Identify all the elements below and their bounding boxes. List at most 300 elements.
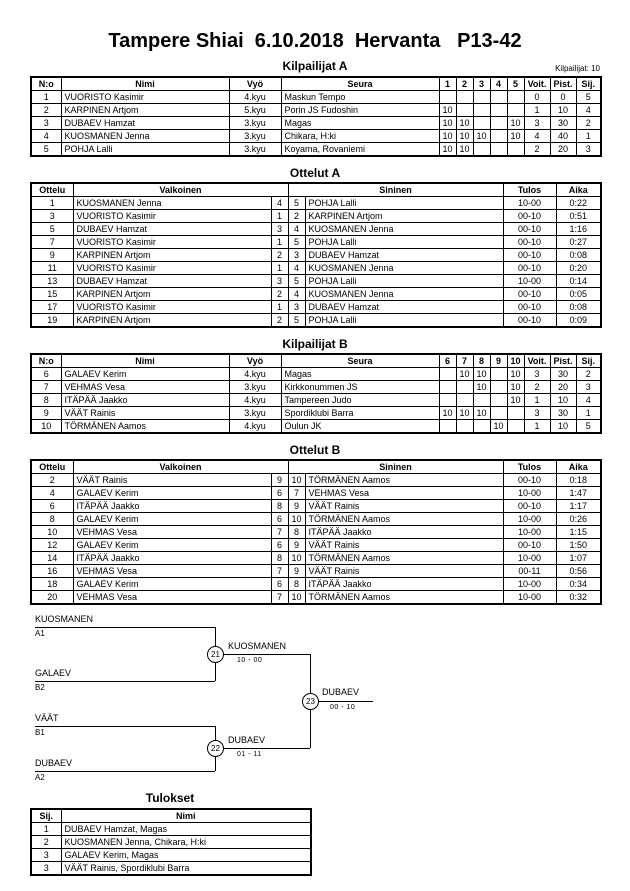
cell: VÄÄT Rainis, Spordiklubi Barra xyxy=(61,862,311,876)
cell: VÄÄT Rainis xyxy=(305,565,503,578)
table-row xyxy=(31,565,601,578)
cell: 0:56 xyxy=(556,565,601,578)
tulokset-section xyxy=(30,791,310,876)
cell: ITÄPÄÄ Jaakko xyxy=(305,526,503,539)
cell: 9 xyxy=(31,249,73,262)
cell: 1 xyxy=(271,301,288,314)
cell xyxy=(439,368,456,381)
column-header: 7 xyxy=(456,354,473,368)
cell: 0:26 xyxy=(556,513,601,526)
cell: 10 xyxy=(456,407,473,420)
cell: TÖRMÄNEN Aamos xyxy=(305,552,503,565)
cell: DUBAEV Hamzat xyxy=(61,117,229,130)
cell: KARPINEN Artjom xyxy=(61,104,229,117)
header-row xyxy=(31,809,311,823)
cell: 40 xyxy=(550,130,576,143)
cell: 10 xyxy=(439,104,456,117)
cell: 5 xyxy=(576,420,601,434)
cell: 20 xyxy=(550,143,576,157)
cell: 5 xyxy=(31,143,61,157)
table-row xyxy=(31,578,601,591)
cell: 0 xyxy=(550,91,576,104)
kilpailijat-a-table xyxy=(30,76,602,157)
bracket-line xyxy=(35,771,215,772)
cell: 10 xyxy=(473,381,490,394)
cell: 5 xyxy=(576,91,601,104)
cell xyxy=(490,394,507,407)
cell: 9 xyxy=(288,565,305,578)
match-23-circle: 23 xyxy=(302,693,319,710)
cell: ITÄPÄÄ Jaakko xyxy=(73,500,271,513)
cell: GALAEV Kerim xyxy=(73,513,271,526)
column-header: Tulos xyxy=(503,460,556,474)
cell: VÄÄT Rainis xyxy=(305,500,503,513)
cell: DUBAEV Hamzat xyxy=(305,301,503,314)
cell: KARPINEN Artjom xyxy=(305,210,503,223)
table-row xyxy=(31,262,601,275)
cell: 00-10 xyxy=(503,301,556,314)
cell: 19 xyxy=(31,314,73,328)
cell: 4.kyu xyxy=(229,91,281,104)
cell: 20 xyxy=(550,381,576,394)
cell: 1 xyxy=(524,420,550,434)
table-row xyxy=(31,314,601,328)
cell: 6 xyxy=(31,500,73,513)
cell: 00-10 xyxy=(503,210,556,223)
table-row xyxy=(31,552,601,565)
cell: 4.kyu xyxy=(229,420,281,434)
cell: 8 xyxy=(288,578,305,591)
cell: 00-10 xyxy=(503,262,556,275)
cell: TÖRMÄNEN Aamos xyxy=(305,513,503,526)
cell: 1 xyxy=(576,407,601,420)
cell: VEHMAS Vesa xyxy=(305,487,503,500)
column-header: 2 xyxy=(456,77,473,91)
cell xyxy=(473,394,490,407)
table-row xyxy=(31,197,601,210)
cell xyxy=(507,104,524,117)
cell: VÄÄT Rainis xyxy=(305,539,503,552)
table-row xyxy=(31,236,601,249)
cell: 4.kyu xyxy=(229,394,281,407)
section-heading-ottelut-b: Ottelut B xyxy=(289,443,341,457)
table-row xyxy=(31,210,601,223)
cell: 1 xyxy=(271,210,288,223)
cell xyxy=(439,381,456,394)
cell xyxy=(439,394,456,407)
cell: KARPINEN Artjom xyxy=(73,249,271,262)
cell: 3.kyu xyxy=(229,381,281,394)
table-row xyxy=(31,288,601,301)
cell: Tampereen Judo xyxy=(281,394,439,407)
cell: GALAEV Kerim xyxy=(73,487,271,500)
table-row xyxy=(31,500,601,513)
cell: GALAEV Kerim xyxy=(73,539,271,552)
cell: 20 xyxy=(31,591,73,605)
kilpailijat-a-heading-row xyxy=(30,59,600,74)
column-header: Sininen xyxy=(288,183,503,197)
cell: 8 xyxy=(31,513,73,526)
page-title: Tampere Shiai 6.10.2018 Hervanta P13-42 xyxy=(108,30,522,52)
cell: VÄÄT Rainis xyxy=(73,474,271,487)
column-header: 8 xyxy=(473,354,490,368)
cell: VUORISTO Kasimir xyxy=(61,91,229,104)
cell: 9 xyxy=(31,407,61,420)
cell: 10 xyxy=(456,130,473,143)
cell: 1 xyxy=(524,394,550,407)
cell: 1 xyxy=(31,91,61,104)
cell: KUOSMANEN Jenna xyxy=(305,223,503,236)
column-header: Seura xyxy=(281,77,439,91)
table-row xyxy=(31,513,601,526)
cell xyxy=(507,407,524,420)
cell: 4 xyxy=(288,223,305,236)
bracket-line xyxy=(310,701,373,702)
cell: 10 xyxy=(507,130,524,143)
cell: 10 xyxy=(439,117,456,130)
cell: POHJA Lalli xyxy=(305,314,503,328)
cell: 1:16 xyxy=(556,223,601,236)
cell: VUORISTO Kasimir xyxy=(73,236,271,249)
table-row xyxy=(31,591,601,605)
cell: 1:07 xyxy=(556,552,601,565)
column-header: Valkoinen xyxy=(73,460,288,474)
cell: TÖRMÄNEN Aamos xyxy=(305,591,503,605)
match-23-score: 00 - 10 xyxy=(330,704,356,711)
cell: POHJA Lalli xyxy=(305,275,503,288)
cell: 10 xyxy=(456,117,473,130)
bracket-line xyxy=(35,726,215,727)
cell: 00-10 xyxy=(503,500,556,513)
cell: 0:51 xyxy=(556,210,601,223)
cell: 10 xyxy=(439,130,456,143)
cell: POHJA Lalli xyxy=(305,197,503,210)
cell: 0:14 xyxy=(556,275,601,288)
cell: 5 xyxy=(288,314,305,328)
cell: 00-10 xyxy=(503,223,556,236)
column-header: Sij. xyxy=(576,77,601,91)
cell: 9 xyxy=(288,500,305,513)
column-header: Sininen xyxy=(288,460,503,474)
bracket-slot-name: GALAEV xyxy=(35,668,72,678)
cell: 0:08 xyxy=(556,301,601,314)
cell: DUBAEV Hamzat xyxy=(305,249,503,262)
cell: 10 xyxy=(288,552,305,565)
cell: Chikara, H:ki xyxy=(281,130,439,143)
cell: 18 xyxy=(31,578,73,591)
match-22-score: 01 - 11 xyxy=(237,751,262,758)
cell: 0:22 xyxy=(556,197,601,210)
cell: 17 xyxy=(31,301,73,314)
cell: VUORISTO Kasimir xyxy=(73,210,271,223)
column-header: 4 xyxy=(490,77,507,91)
match-23-winner: DUBAEV xyxy=(322,687,360,697)
cell: VEHMAS Vesa xyxy=(73,526,271,539)
kilpailijat-b-table xyxy=(30,353,602,434)
cell: 0:20 xyxy=(556,262,601,275)
ottelut-a-table xyxy=(30,182,602,328)
cell: 3 xyxy=(288,249,305,262)
cell: Porin JS Fudoshin xyxy=(281,104,439,117)
table-row xyxy=(31,487,601,500)
column-header: 6 xyxy=(439,354,456,368)
header-row xyxy=(31,183,601,197)
cell: 4 xyxy=(524,130,550,143)
cell: 00-10 xyxy=(503,249,556,262)
cell: 2 xyxy=(31,474,73,487)
cell: 5 xyxy=(288,197,305,210)
cell: 4 xyxy=(31,130,61,143)
cell: 00-10 xyxy=(503,539,556,552)
cell: VEHMAS Vesa xyxy=(73,565,271,578)
bracket-seed: A1 xyxy=(35,629,45,638)
table-row xyxy=(31,849,311,862)
bracket-seed: B2 xyxy=(35,683,45,692)
cell: 2 xyxy=(524,143,550,157)
cell: 0:18 xyxy=(556,474,601,487)
cell: 5 xyxy=(288,275,305,288)
column-header: Pist. xyxy=(550,354,576,368)
table-row xyxy=(31,130,601,143)
cell: 1 xyxy=(31,197,73,210)
cell: KUOSMANEN Jenna, Chikara, H:ki xyxy=(61,836,311,849)
cell: 8 xyxy=(288,526,305,539)
cell: 10 xyxy=(31,526,73,539)
cell: 10 xyxy=(550,420,576,434)
cell: 3 xyxy=(271,223,288,236)
cell: 14 xyxy=(31,552,73,565)
cell xyxy=(473,143,490,157)
cell: 2 xyxy=(271,288,288,301)
column-header: Aika xyxy=(556,460,601,474)
cell: 10 xyxy=(490,420,507,434)
table-row xyxy=(31,104,601,117)
cell xyxy=(456,394,473,407)
table-row xyxy=(31,420,601,434)
cell: 6 xyxy=(31,368,61,381)
cell: 2 xyxy=(31,836,61,849)
cell: 6 xyxy=(271,513,288,526)
cell: 16 xyxy=(31,565,73,578)
cell xyxy=(473,104,490,117)
cell: 1 xyxy=(31,823,61,836)
cell xyxy=(490,104,507,117)
column-header: 10 xyxy=(507,354,524,368)
cell: 8 xyxy=(31,394,61,407)
cell: 3 xyxy=(31,210,73,223)
cell: 00-11 xyxy=(503,565,556,578)
cell xyxy=(473,420,490,434)
cell: 3 xyxy=(31,849,61,862)
cell xyxy=(456,381,473,394)
cell: 3.kyu xyxy=(229,143,281,157)
cell: 10 xyxy=(550,104,576,117)
cell: 10 xyxy=(507,394,524,407)
finals-bracket xyxy=(30,613,600,789)
cell: 3 xyxy=(31,862,61,876)
cell: 10 xyxy=(439,143,456,157)
column-header: N:o xyxy=(31,354,61,368)
cell: 7 xyxy=(31,236,73,249)
cell: 10-00 xyxy=(503,487,556,500)
cell xyxy=(490,117,507,130)
cell xyxy=(490,143,507,157)
ottelut-b-table xyxy=(30,459,602,605)
cell: 10 xyxy=(507,381,524,394)
cell: TÖRMÄNEN Aamos xyxy=(305,474,503,487)
cell: 2 xyxy=(288,210,305,223)
match-21-winner: KUOSMANEN xyxy=(228,641,287,651)
table-row xyxy=(31,862,311,876)
competitors-count: Kilpailijat: 10 xyxy=(555,64,600,73)
cell xyxy=(439,420,456,434)
bracket-seed: A2 xyxy=(35,773,45,782)
cell: 7 xyxy=(31,381,61,394)
cell xyxy=(439,91,456,104)
match-22-winner: DUBAEV xyxy=(228,735,266,745)
header-row xyxy=(31,460,601,474)
cell: 0:32 xyxy=(556,591,601,605)
cell: KARPINEN Artjom xyxy=(73,288,271,301)
bracket-slot-name: VÄÄT xyxy=(35,713,59,723)
match-21-score: 10 - 00 xyxy=(237,657,263,664)
cell: 00-10 xyxy=(503,288,556,301)
cell: POHJA Lalli xyxy=(305,236,503,249)
table-row xyxy=(31,301,601,314)
cell: KUOSMANEN Jenna xyxy=(73,197,271,210)
cell: 10 xyxy=(288,474,305,487)
cell: 10 xyxy=(473,130,490,143)
cell: ITÄPÄÄ Jaakko xyxy=(73,552,271,565)
cell: 10 xyxy=(288,591,305,605)
cell: 7 xyxy=(271,565,288,578)
cell: 10 xyxy=(456,368,473,381)
cell: 13 xyxy=(31,275,73,288)
cell xyxy=(456,91,473,104)
cell: 8 xyxy=(271,500,288,513)
cell: 4 xyxy=(576,104,601,117)
bracket-seed: B1 xyxy=(35,728,45,737)
cell: 5 xyxy=(288,236,305,249)
cell: 10 xyxy=(473,368,490,381)
cell: 3 xyxy=(288,301,305,314)
cell: 30 xyxy=(550,407,576,420)
cell: 0:27 xyxy=(556,236,601,249)
column-header: Pist. xyxy=(550,77,576,91)
match-22-circle: 22 xyxy=(207,740,224,757)
cell: 6 xyxy=(271,487,288,500)
cell: Spordiklubi Barra xyxy=(281,407,439,420)
cell: VUORISTO Kasimir xyxy=(73,301,271,314)
cell: 2 xyxy=(576,117,601,130)
cell: 2 xyxy=(271,249,288,262)
tulokset-table xyxy=(30,808,312,876)
column-header: 3 xyxy=(473,77,490,91)
cell: 0:34 xyxy=(556,578,601,591)
column-header: 9 xyxy=(490,354,507,368)
table-row xyxy=(31,117,601,130)
table-row xyxy=(31,394,601,407)
table-row xyxy=(31,407,601,420)
match-21-circle: 21 xyxy=(207,646,224,663)
cell: VEHMAS Vesa xyxy=(73,591,271,605)
cell: 3 xyxy=(524,117,550,130)
cell: ITÄPÄÄ Jaakko xyxy=(305,578,503,591)
header-row xyxy=(31,354,601,368)
section-heading-kilpailijat-b: Kilpailijat B xyxy=(282,337,348,351)
header-row xyxy=(31,77,601,91)
cell: 10 xyxy=(288,513,305,526)
cell: 3.kyu xyxy=(229,407,281,420)
column-header: Seura xyxy=(281,354,439,368)
cell: Oulun JK xyxy=(281,420,439,434)
cell xyxy=(507,420,524,434)
cell: 2 xyxy=(576,368,601,381)
cell: 30 xyxy=(550,117,576,130)
cell: 30 xyxy=(550,368,576,381)
cell: VÄÄT Rainis xyxy=(61,407,229,420)
cell: 10-00 xyxy=(503,275,556,288)
cell: 00-10 xyxy=(503,314,556,328)
cell: 10 xyxy=(473,407,490,420)
column-header: 1 xyxy=(439,77,456,91)
cell: GALAEV Kerim, Magas xyxy=(61,849,311,862)
cell: 10-00 xyxy=(503,513,556,526)
cell: DUBAEV Hamzat xyxy=(73,275,271,288)
cell: 5 xyxy=(31,223,73,236)
bracket-slot-name: KUOSMANEN xyxy=(35,614,94,624)
cell: 1 xyxy=(524,104,550,117)
cell: 3 xyxy=(31,117,61,130)
table-row xyxy=(31,836,311,849)
column-header: Tulos xyxy=(503,183,556,197)
cell: KUOSMANEN Jenna xyxy=(305,262,503,275)
bracket-line xyxy=(215,748,310,749)
table-row xyxy=(31,381,601,394)
cell: 3.kyu xyxy=(229,117,281,130)
table-row xyxy=(31,143,601,157)
table-row xyxy=(31,539,601,552)
cell xyxy=(456,420,473,434)
cell: 0:08 xyxy=(556,249,601,262)
cell xyxy=(490,130,507,143)
cell xyxy=(473,117,490,130)
cell: 0:09 xyxy=(556,314,601,328)
cell: DUBAEV Hamzat, Magas xyxy=(61,823,311,836)
cell: 8 xyxy=(271,552,288,565)
cell: 2 xyxy=(271,314,288,328)
table-row xyxy=(31,223,601,236)
cell xyxy=(473,91,490,104)
cell: 7 xyxy=(288,487,305,500)
cell: 5.kyu xyxy=(229,104,281,117)
column-header: Nimi xyxy=(61,354,229,368)
column-header: N:o xyxy=(31,77,61,91)
table-row xyxy=(31,91,601,104)
cell: VUORISTO Kasimir xyxy=(73,262,271,275)
cell: 1:17 xyxy=(556,500,601,513)
column-header: Valkoinen xyxy=(73,183,288,197)
column-header: 5 xyxy=(507,77,524,91)
cell: 4.kyu xyxy=(229,368,281,381)
column-header: Ottelu xyxy=(31,460,73,474)
cell: 4 xyxy=(288,262,305,275)
cell: 1 xyxy=(271,262,288,275)
cell: 2 xyxy=(524,381,550,394)
cell: VEHMAS Vesa xyxy=(61,381,229,394)
cell xyxy=(490,407,507,420)
bracket-line xyxy=(215,654,310,655)
